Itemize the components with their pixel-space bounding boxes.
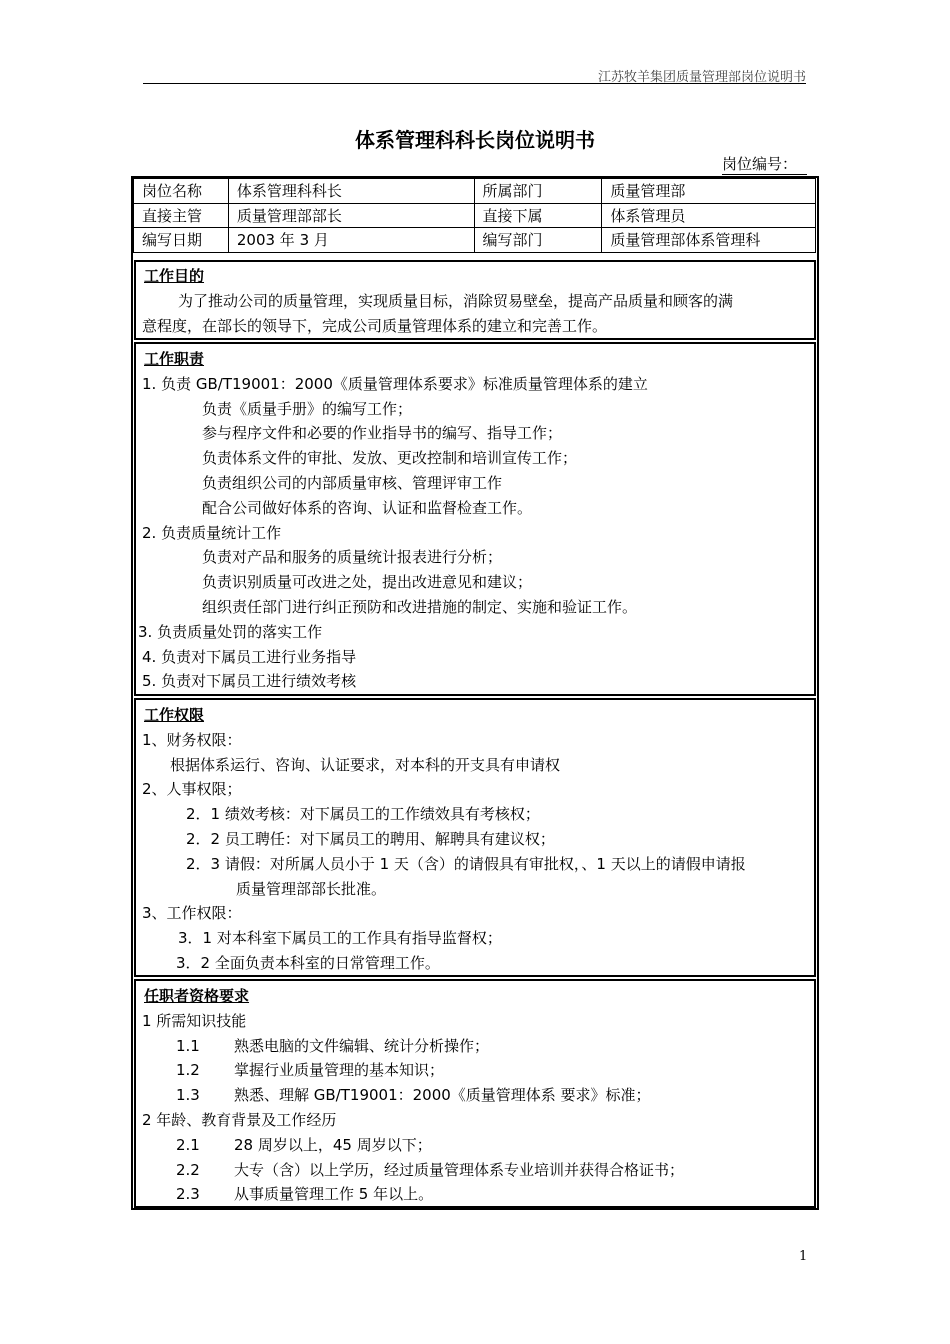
info-value: 体系管理员 bbox=[602, 203, 816, 228]
purpose-line: 意程度，在部长的领导下，完成公司质量管理体系的建立和完善工作。 bbox=[142, 316, 608, 335]
duty-subitem: 负责体系文件的审批、发放、更改控制和培训宣传工作； bbox=[202, 449, 578, 468]
purpose-section bbox=[134, 260, 816, 340]
qualification-item: 2 年龄、教育背景及工作经历 bbox=[142, 1110, 337, 1129]
authority-item: 2、人事权限； bbox=[142, 780, 242, 799]
qualification-subitem: 1.3 熟悉、理解 GB/T19001：2000《质量管理体系 要求》标准； bbox=[176, 1086, 651, 1105]
info-label: 直接主管 bbox=[134, 203, 229, 228]
duty-subitem: 配合公司做好体系的咨询、认证和监督检查工作。 bbox=[202, 498, 533, 517]
duty-subitem: 负责识别质量可改进之处，提出改进意见和建议； bbox=[202, 573, 533, 592]
info-value: 质量管理部体系管理科 bbox=[602, 228, 816, 253]
duty-item: 1. 负责 GB/T19001：2000《质量管理体系要求》标准质量管理体系的建立 bbox=[142, 374, 648, 393]
authority-subitem: 2．2 员工聘任：对下属员工的聘用、解聘具有建议权； bbox=[186, 829, 555, 848]
post-number-text: 岗位编号： bbox=[722, 153, 807, 175]
info-value: 2003 年 3 月 bbox=[228, 228, 474, 253]
authority-subitem: 2．1 绩效考核：对下属员工的工作绩效具有考核权； bbox=[186, 805, 540, 824]
duties-section bbox=[134, 342, 816, 696]
qualification-item: 1 所需知识技能 bbox=[142, 1011, 247, 1030]
page-number: 1 bbox=[799, 1249, 808, 1264]
table-row bbox=[134, 179, 816, 204]
purpose-line: 为了推动公司的质量管理，实现质量目标，消除贸易壁垒，提高产品质量和顾客的满 bbox=[178, 291, 734, 310]
info-label: 编写日期 bbox=[134, 228, 229, 253]
duties-title: 工作职责 bbox=[144, 350, 205, 368]
qualification-subitem: 1.1 熟悉电脑的文件编辑、统计分析操作； bbox=[176, 1036, 490, 1055]
authority-subitem: 3．1 对本科室下属员工的工作具有指导监督权； bbox=[178, 929, 502, 948]
info-label: 岗位名称 bbox=[134, 179, 229, 204]
info-label: 直接下属 bbox=[474, 203, 602, 228]
authority-subitem: 3．2 全面负责本科室的日常管理工作。 bbox=[176, 953, 440, 972]
authority-text: 根据体系运行、咨询、认证要求，对本科的开支具有申请权 bbox=[170, 755, 561, 774]
qualification-subitem: 2.2 大专（含）以上学历，经过质量管理体系专业培训并获得合格证书； bbox=[176, 1160, 685, 1179]
purpose-title: 工作目的 bbox=[144, 267, 205, 285]
duty-item: 2. 负责质量统计工作 bbox=[142, 523, 282, 542]
qualification-subitem: 1.2 掌握行业质量管理的基本知识； bbox=[176, 1061, 445, 1080]
duty-subitem: 参与程序文件和必要的作业指导书的编写、指导工作； bbox=[202, 424, 563, 443]
duty-item: 5. 负责对下属员工进行绩效考核 bbox=[142, 672, 357, 691]
authority-subitem: 质量管理部部长批准。 bbox=[236, 879, 387, 898]
page-title: 体系管理科科长岗位说明书 bbox=[355, 128, 595, 152]
info-value: 质量管理部部长 bbox=[228, 203, 474, 228]
info-value: 质量管理部 bbox=[602, 179, 816, 204]
authority-section bbox=[134, 698, 816, 977]
info-label: 所属部门 bbox=[474, 179, 602, 204]
table-row bbox=[134, 228, 816, 253]
info-table bbox=[133, 178, 816, 253]
info-label: 编写部门 bbox=[474, 228, 602, 253]
qualification-subitem: 2.1 28 周岁以上，45 周岁以下； bbox=[176, 1135, 432, 1154]
duty-subitem: 负责对产品和服务的质量统计报表进行分析； bbox=[202, 548, 503, 567]
duty-subitem: 负责组织公司的内部质量审核、管理评审工作 bbox=[202, 473, 503, 492]
info-value: 体系管理科科长 bbox=[228, 179, 474, 204]
table-row bbox=[134, 203, 816, 228]
authority-title: 工作权限 bbox=[144, 706, 205, 724]
header-rule bbox=[143, 83, 806, 84]
duty-item: 3. 负责质量处罚的落实工作 bbox=[138, 622, 323, 641]
authority-subitem: 2．3 请假：对所属人员小于 1 天（含）的请假具有审批权，、1 天以上的请假申请报 bbox=[186, 854, 746, 873]
authority-item: 3、工作权限： bbox=[142, 904, 242, 923]
duty-subitem: 负责《质量手册》的编写工作； bbox=[202, 399, 413, 418]
duty-item: 4. 负责对下属员工进行业务指导 bbox=[142, 647, 357, 666]
running-header: 江苏牧羊集团质量管理部岗位说明书 bbox=[597, 70, 806, 85]
duty-subitem: 组织责任部门进行纠正预防和改进措施的制定、实施和验证工作。 bbox=[202, 597, 638, 616]
qualification-subitem: 2.3 从事质量管理工作 5 年以上。 bbox=[176, 1185, 434, 1204]
qualification-section bbox=[134, 979, 816, 1208]
authority-item: 1、财务权限： bbox=[142, 730, 242, 749]
qualification-title: 任职者资格要求 bbox=[144, 987, 250, 1005]
post-number-label bbox=[722, 153, 807, 175]
